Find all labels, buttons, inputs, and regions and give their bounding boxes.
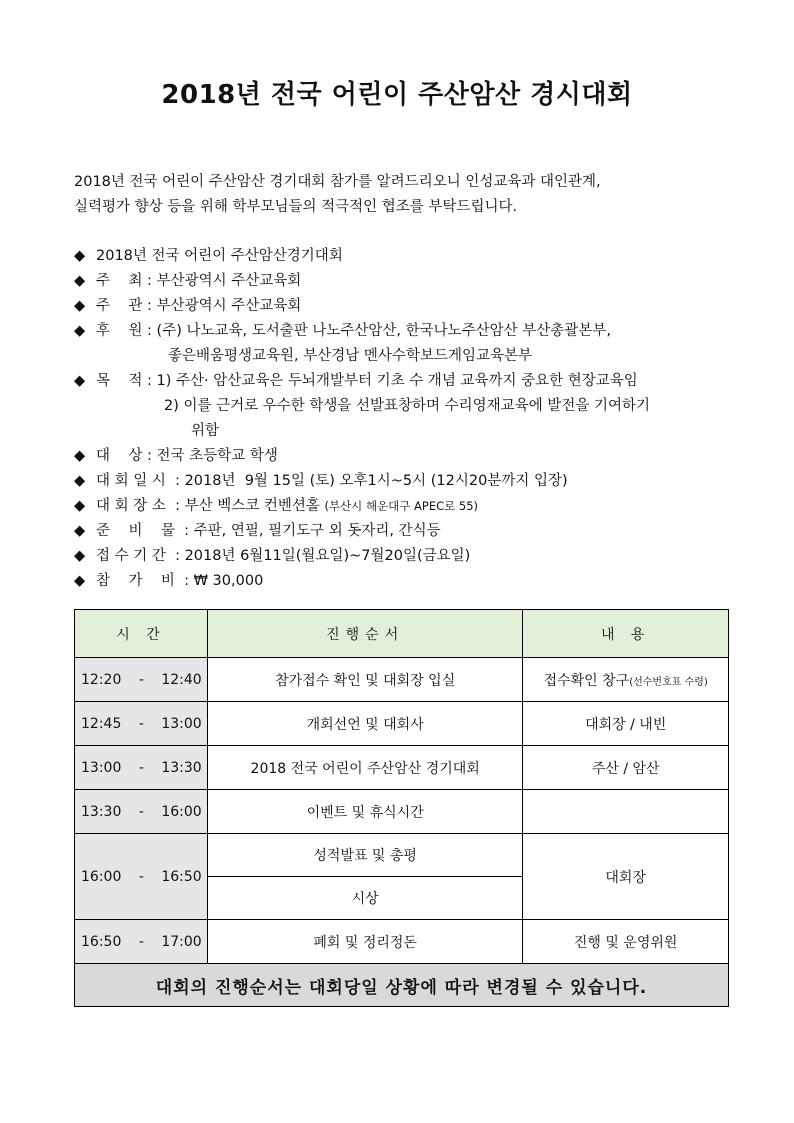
info-target: ◆ 대 상 : 전국 초등학교 학생	[74, 444, 650, 469]
header-time: 시 간	[75, 610, 208, 658]
diamond-icon: ◆	[74, 523, 86, 539]
header-program: 진행순서	[207, 610, 522, 658]
content-cell: 대회장	[523, 834, 729, 920]
program-cell: 시상	[207, 877, 522, 920]
info-fee: ◆ 참 가 비 : ₩ 30,000	[74, 569, 650, 594]
intro-paragraph	[74, 170, 601, 220]
info-date: ◆ 대 회 일 시 : 2018년 9월 15일 (토) 오후1시~5시 (12시20분까지 입장)	[74, 469, 650, 494]
header-content: 내 용	[523, 610, 729, 658]
schedule-notice: 대회의 진행순서는 대회당일 상황에 따라 변경될 수 있습니다.	[75, 964, 729, 1007]
program-cell: 2018 전국 어린이 주산암산 경기대회	[207, 746, 522, 790]
time-cell: 16:50 - 17:00	[75, 920, 208, 964]
schedule-table	[74, 609, 729, 1007]
info-host: ◆ 주 최 : 부산광역시 주산교육회	[74, 269, 650, 294]
info-purpose-cont: 2) 이를 근거로 우수한 학생을 선발표창하며 수리영재교육에 발전을 기여하기	[164, 398, 650, 414]
diamond-icon: ◆	[74, 273, 86, 289]
table-row	[75, 920, 729, 964]
info-supplies: ◆ 준 비 물 : 주판, 연필, 필기도구 외 돗자리, 간식등	[74, 519, 650, 544]
time-cell: 16:00 - 16:50	[75, 834, 208, 920]
table-row	[75, 746, 729, 790]
intro-line: 실력평가 향상 등을 위해 학부모님들의 적극적인 협조를 부탁드립니다.	[74, 199, 518, 215]
diamond-icon: ◆	[74, 498, 86, 514]
page-title: 2018년 전국 어린이 주산암산 경시대회	[161, 80, 633, 110]
table-row	[75, 790, 729, 834]
info-purpose-cont2: 위함	[191, 423, 220, 439]
info-registration: ◆ 접 수 기 간 : 2018년 6월11일(월요일)~7월20일(금요일)	[74, 544, 650, 569]
program-cell: 참가접수 확인 및 대회장 입실	[207, 658, 522, 702]
content-cell: 대회장 / 내빈	[523, 702, 729, 746]
diamond-icon: ◆	[74, 573, 86, 589]
program-cell: 폐회 및 정리정돈	[207, 920, 522, 964]
diamond-icon: ◆	[74, 373, 86, 389]
table-row	[75, 834, 729, 877]
venue-address: (부산시 해운대구 APEC로 55)	[324, 499, 479, 513]
time-cell: 13:30 - 16:00	[75, 790, 208, 834]
program-cell: 개회선언 및 대회사	[207, 702, 522, 746]
info-sponsor: ◆ 후 원 : (주) 나노교육, 도서출판 나노주산암산, 한국나노주산암산 부산총괄본부,	[74, 319, 650, 344]
content-cell: 진행 및 운영위원	[523, 920, 729, 964]
info-event-name: ◆ 2018년 전국 어린이 주산암산경기대회	[74, 244, 650, 269]
table-row	[75, 702, 729, 746]
diamond-icon: ◆	[74, 473, 86, 489]
info-organizer: ◆ 주 관 : 부산광역시 주산교육회	[74, 294, 650, 319]
time-cell: 12:45 - 13:00	[75, 702, 208, 746]
diamond-icon: ◆	[74, 448, 86, 464]
time-cell: 13:00 - 13:30	[75, 746, 208, 790]
info-venue: ◆ 대 회 장 소 : 부산 벡스코 컨벤션홀 (부산시 해운대구 APEC로 55)	[74, 494, 650, 519]
notice-row	[75, 964, 729, 1007]
program-cell: 성적발표 및 총평	[207, 834, 522, 877]
time-cell: 12:20 - 12:40	[75, 658, 208, 702]
content-cell: 접수확인 창구(선수번호표 수령)	[523, 658, 729, 702]
content-cell: 주산 / 암산	[523, 746, 729, 790]
content-cell	[523, 790, 729, 834]
diamond-icon: ◆	[74, 323, 86, 339]
event-info-list	[74, 244, 650, 594]
diamond-icon: ◆	[74, 548, 86, 564]
info-sponsor-cont: 좋은배움평생교육원, 부산경남 멘사수학보드게임교육본부	[168, 348, 533, 364]
diamond-icon: ◆	[74, 298, 86, 314]
table-header-row	[75, 610, 729, 658]
info-purpose: ◆ 목 적 : 1) 주산· 암산교육은 두뇌개발부터 기초 수 개념 교육까지 중요한 현장교육임	[74, 369, 650, 394]
intro-line: 2018년 전국 어린이 주산암산 경기대회 참가를 알려드리오니 인성교육과 대인관계,	[74, 174, 601, 190]
program-cell: 이벤트 및 휴식시간	[207, 790, 522, 834]
table-row	[75, 658, 729, 702]
diamond-icon: ◆	[74, 248, 86, 264]
